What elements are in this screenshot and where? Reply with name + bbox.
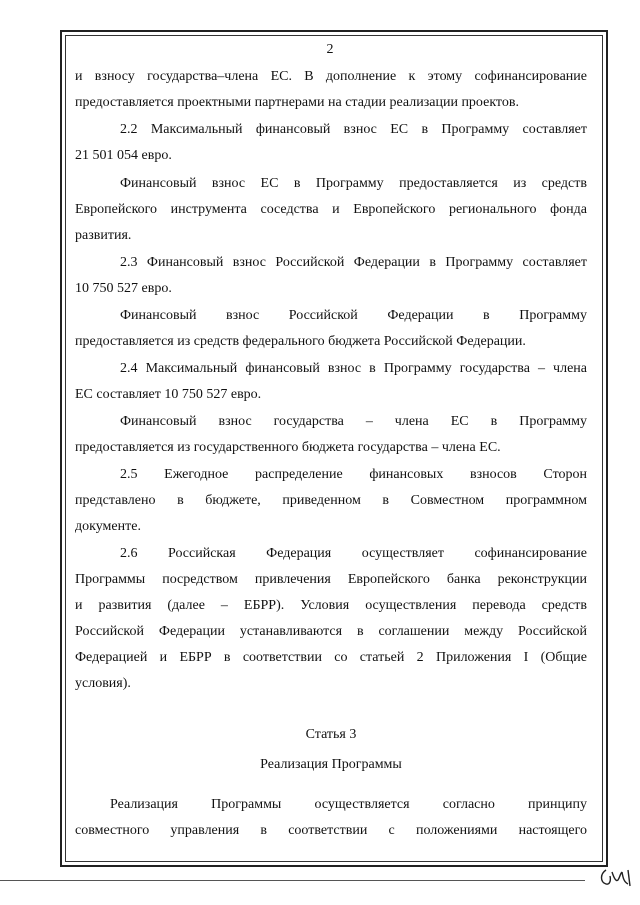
- text-line: Финансовый взнос государства – члена ЕС в Программу: [120, 414, 587, 429]
- text-line: 2.2 Максимальный финансовый взнос ЕС в Программу составляет: [120, 122, 587, 137]
- text-line: документе.: [75, 519, 141, 534]
- text-line: 2.4 Максимальный финансовый взнос в Программу государства – члена: [120, 361, 587, 376]
- text-line: Российской Федерации устанавливаются в соглашении между Российской: [75, 624, 587, 639]
- text-line: Реализация Программы осуществляется согласно принципу: [110, 797, 587, 812]
- text-line: Программы посредством привлечения Европейского банка реконструкции: [75, 572, 587, 587]
- text-line: предоставляется проектными партнерами на стадии реализации проектов.: [75, 95, 519, 110]
- bottom-rule: [0, 880, 585, 881]
- text-line: развития.: [75, 228, 132, 243]
- text-line: Финансовый взнос ЕС в Программу предоставляется из средств: [120, 176, 587, 191]
- text-line: и развития (далее – ЕБРР). Условия осуществления перевода средств: [75, 598, 587, 613]
- text-line: предоставляется из средств федерального бюджета Российской Федерации.: [75, 334, 526, 349]
- text-line: 2.6 Российская Федерация осуществляет софинансирование: [120, 546, 587, 561]
- text-line: совместного управления в соответствии с положениями настоящего: [75, 823, 587, 838]
- article-title: Реализация Программы: [260, 757, 402, 772]
- handwritten-initials: [598, 866, 636, 888]
- text-line: и взносу государства–члена ЕС. В дополнение к этому софинансирование: [75, 69, 587, 84]
- text-line: ЕС составляет 10 750 527 евро.: [75, 387, 262, 402]
- page-number: 2: [326, 42, 334, 57]
- text-line: 10 750 527 евро.: [75, 281, 172, 296]
- text-line: Федерацией и ЕБРР в соответствии со статьей 2 Приложения I (Общие: [75, 650, 587, 665]
- text-line: 2.5 Ежегодное распределение финансовых взносов Сторон: [120, 467, 587, 482]
- text-line: Финансовый взнос Российской Федерации в Программу: [120, 308, 587, 323]
- text-line: 21 501 054 евро.: [75, 148, 172, 163]
- text-line: 2.3 Финансовый взнос Российской Федерации в Программу составляет: [120, 255, 587, 270]
- article-number: Статья 3: [305, 727, 357, 742]
- text-line: представлено в бюджете, приведенном в Совместном программном: [75, 493, 587, 508]
- text-line: Европейского инструмента соседства и Европейского регионального фонда: [75, 202, 587, 217]
- text-line: условия).: [75, 676, 131, 691]
- text-line: предоставляется из государственного бюджета государства – члена ЕС.: [75, 440, 501, 455]
